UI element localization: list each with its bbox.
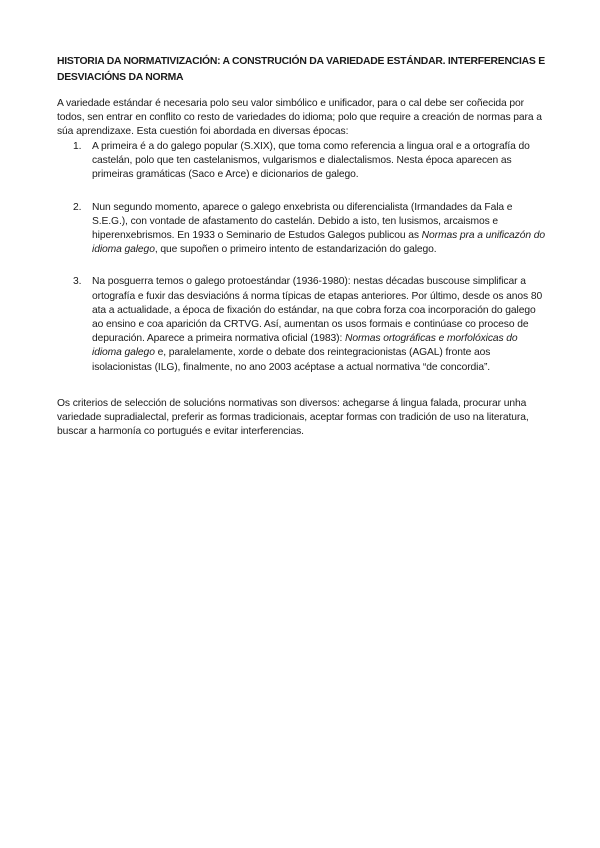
list-item [57, 140, 547, 183]
list-item-text-continued: e, paralelamente, xorde o debate dos reintegracionistas (AGAL) fronte aos isolacionistas (ILG), finalmente, no ano 2003 acéptase a actual normativa “de concordia”. [92, 347, 491, 373]
epochs-list [57, 140, 547, 375]
list-item [57, 275, 547, 374]
list-item-text: Nun segundo momento, aparece o galego enxebrista ou diferencialista (Irmandades da Fala e S.E.G.), con vontade de afastamento do castelán. Debido a isto, ten lusismos, arcaismos e hiperenxebrismos. En 1933 o Seminario de Estudos Galegos publicou as [92, 201, 513, 242]
publication-title: Normas ortográficas e morfolóxicas do idioma galego [92, 333, 518, 359]
list-item-number: 1. [73, 141, 82, 152]
list-item [57, 201, 547, 258]
list-item-text: Na posguerra temos o galego protoestándar (1936-1980): nestas décadas buscouse simplificar a ortografía e fuxir das desviacións á norma típicas de etapas anteriores. Por último, desde os anos 80 ata a actualidade, a época de fixación do estándar, na que cobra forza coa incorporación do galego ao ensino e coa aparición da CRTVG. Así, aumentan os usos formais e continúase co proceso de depuración. Aparece a primeira normativa oficial (1983): [92, 276, 543, 345]
publication-title: Normas pra a unificazón do idioma galego [92, 230, 545, 256]
intro-paragraph: A variedade estándar é necesaria polo seu valor simbólico e unificador, para o cal debe ser coñecida por todos, sen entrar en conflito co resto de variedades do idioma; polo que require a creación de normas para a súa aprendizaxe. Esta cuestión foi abordada en diversas épocas: [57, 98, 542, 138]
closing-paragraph: Os criterios de selección de solucións normativas son diversos: achegarse á lingua falada, procurar unha variedade supradialectal, preferir as formas tradicionais, aceptar formas con tradición de uso na literatura, buscar a harmonía co portugués e evitar interferencias. [57, 398, 529, 438]
list-item-text-continued: , que supoñen o primeiro intento de estandarización do galego. [154, 244, 437, 256]
document-title: HISTORIA DA NORMATIVIZACIÓN: A CONSTRUCIÓN DA VARIEDADE ESTÁNDAR. INTERFERENCIAS E DESVIACIÓNS DA NORMA [57, 56, 545, 83]
list-item-text: A primeira é a do galego popular (S.XIX), que toma como referencia a lingua oral e a ortografía do castelán, polo que ten castelanismos, vulgarismos e dialectalismos. Nesta época aparecen as primeiras gramáticas (Saco e Arce) e dicionarios de galego. [92, 141, 530, 181]
list-item-number: 3. [73, 276, 82, 288]
list-item-number: 2. [73, 201, 82, 213]
